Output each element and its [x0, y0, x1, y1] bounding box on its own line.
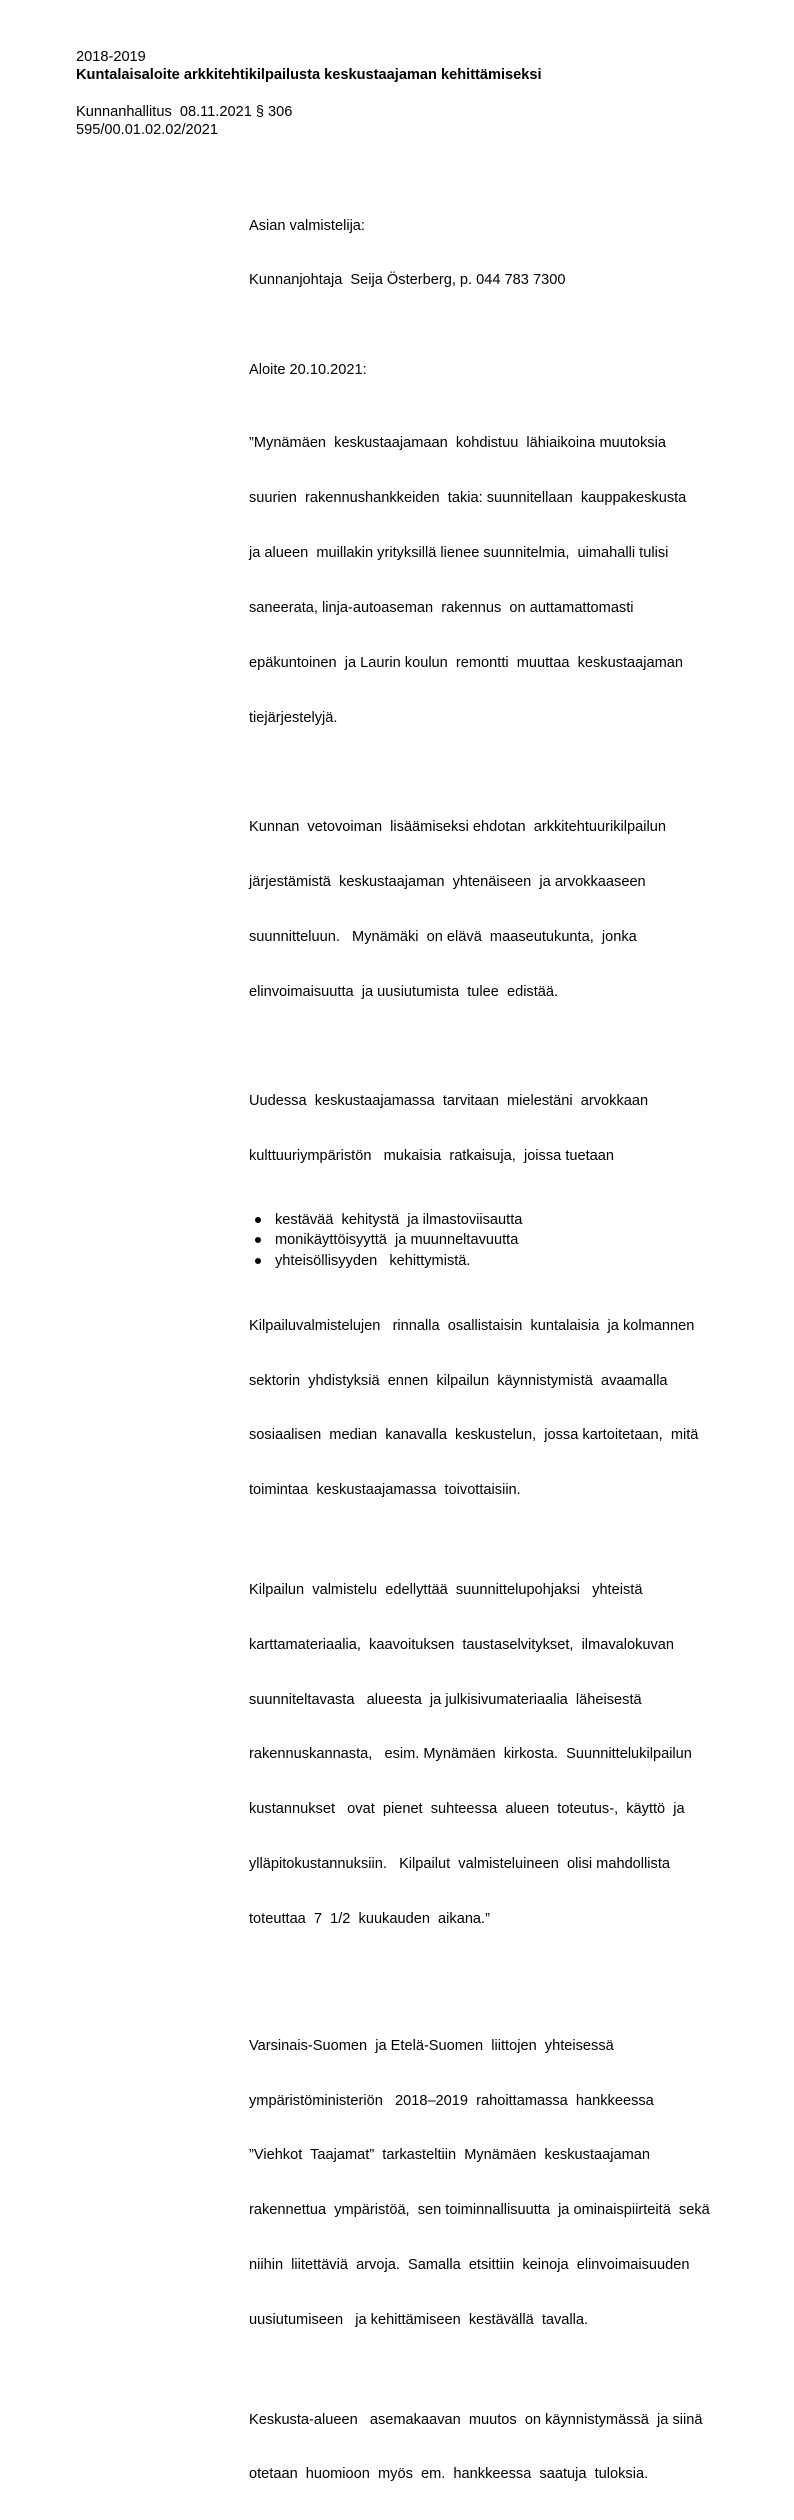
bullet-icon	[255, 1237, 261, 1243]
bullet-icon	[255, 1258, 261, 1264]
meeting-reference: Kunnanhallitus 08.11.2021 § 306	[76, 103, 293, 120]
text-line: suunniteltavasta alueesta ja julkisivumateriaalia läheisestä	[249, 1691, 642, 1708]
preparer-name: Kunnanjohtaja Seija Österberg, p. 044 783 7300	[249, 272, 566, 289]
text-line: Kilpailun valmistelu edellyttää suunnittelupohjaksi yhteistä	[249, 1581, 643, 1598]
record-id: 595/00.01.02.02/2021	[76, 121, 219, 138]
background-paragraph-2	[249, 2374, 749, 2520]
initiative-paragraph-5	[249, 1544, 749, 1965]
text-line: otetaan huomioon myös em. hankkeessa saatuja tuloksia.	[249, 2466, 649, 2483]
initiative-paragraph-1	[249, 398, 749, 764]
text-line: kulttuuriympäristön mukaisia ratkaisuja, joissa tuetaan	[249, 1148, 615, 1165]
bullet-icon	[255, 1217, 261, 1223]
text-line: Kunnan vetovoiman lisäämiseksi ehdotan arkkitehtuurikilpailun	[249, 819, 666, 836]
text-line: ylläpitokustannuksiin. Kilpailut valmisteluineen olisi mahdollista	[249, 1856, 670, 1873]
text-line: ”Viehkot Taajamat” tarkasteltiin Mynämäen keskustaajaman	[249, 2147, 650, 2164]
text-line: ympäristöministeriön 2018–2019 rahoittamassa hankkeessa	[249, 2092, 654, 2109]
initiative-paragraph-4	[249, 1280, 749, 1536]
text-line: Kilpailuvalmistelujen rinnalla osallistaisin kuntalaisia ja kolmannen	[249, 1317, 695, 1334]
text-line: järjestämistä keskustaajaman yhtenäiseen ja arvokkaaseen	[249, 874, 646, 891]
header-years: 2018-2019	[76, 49, 146, 65]
goals-list	[249, 1211, 749, 1270]
text-line: ”Mynämäen keskustaajamaan kohdistuu lähiaikoina muutoksia	[249, 435, 666, 452]
text-line: toteuttaa 7 1/2 kuukauden aikana.”	[249, 1911, 490, 1928]
document-title: Kuntalaisaloite arkkitehtikilpailusta keskustaajaman kehittämiseksi	[76, 67, 542, 84]
text-line: niihin liitettäviä arvoja. Samalla etsittiin keinoja elinvoimaisuuden	[249, 2257, 690, 2274]
list-item: yhteisöllisyyden kehittymistä.	[249, 1252, 749, 1270]
text-line: uusiutumiseen ja kehittämiseen kestävällä tavalla.	[249, 2312, 589, 2329]
preparer-label: Asian valmistelija:	[249, 217, 365, 234]
list-item: monikäyttöisyyttä ja muunneltavuutta	[249, 1231, 749, 1249]
text-line: epäkuntoinen ja Laurin koulun remontti muuttaa keskustaajaman	[249, 654, 684, 671]
initiative-paragraph-2	[249, 782, 749, 1038]
text-line: Varsinais-Suomen ja Etelä-Suomen liittojen yhteisessä	[249, 2037, 614, 2054]
text-line: sektorin yhdistyksiä ennen kilpailun käynnistymistä avaamalla	[249, 1372, 668, 1389]
text-line: toimintaa keskustaajamassa toivottaisiin.	[249, 1482, 521, 1499]
text-line: suurien rakennushankkeiden takia: suunnitellaan kauppakeskusta	[249, 490, 687, 507]
initiative-heading: Aloite 20.10.2021:	[249, 362, 367, 379]
document-body	[249, 180, 749, 2520]
background-paragraph-1	[249, 2000, 749, 2366]
text-line: rakennettua ympäristöä, sen toiminnallisuutta ja ominaispiirteitä sekä	[249, 2202, 710, 2219]
document-header	[76, 48, 542, 139]
list-item: kestävää kehitystä ja ilmastoviisautta	[249, 1211, 749, 1229]
initiative-paragraph-3	[249, 1056, 749, 1202]
preparer-block	[249, 180, 749, 326]
text-line: rakennuskannasta, esim. Mynämäen kirkosta. Suunnittelukilpailun	[249, 1746, 692, 1763]
text-line: sosiaalisen median kanavalla keskustelun, jossa kartoitetaan, mitä	[249, 1427, 699, 1444]
text-line: saneerata, linja-autoaseman rakennus on auttamattomasti	[249, 599, 634, 616]
text-line: Keskusta-alueen asemakaavan muutos on käynnistymässä ja siinä	[249, 2411, 703, 2428]
text-line: tiejärjestelyjä.	[249, 709, 338, 726]
text-line: karttamateriaalia, kaavoituksen taustaselvitykset, ilmavalokuvan	[249, 1636, 675, 1653]
text-line: kustannukset ovat pienet suhteessa alueen toteutus-, käyttö ja	[249, 1801, 685, 1818]
text-line: ja alueen muillakin yrityksillä lienee suunnitelmia, uimahalli tulisi	[249, 545, 669, 562]
text-line: Uudessa keskustaajamassa tarvitaan mielestäni arvokkaan	[249, 1093, 649, 1110]
text-line: elinvoimaisuutta ja uusiutumista tulee edistää.	[249, 983, 559, 1000]
text-line: suunnitteluun. Mynämäki on elävä maaseutukunta, jonka	[249, 928, 637, 945]
